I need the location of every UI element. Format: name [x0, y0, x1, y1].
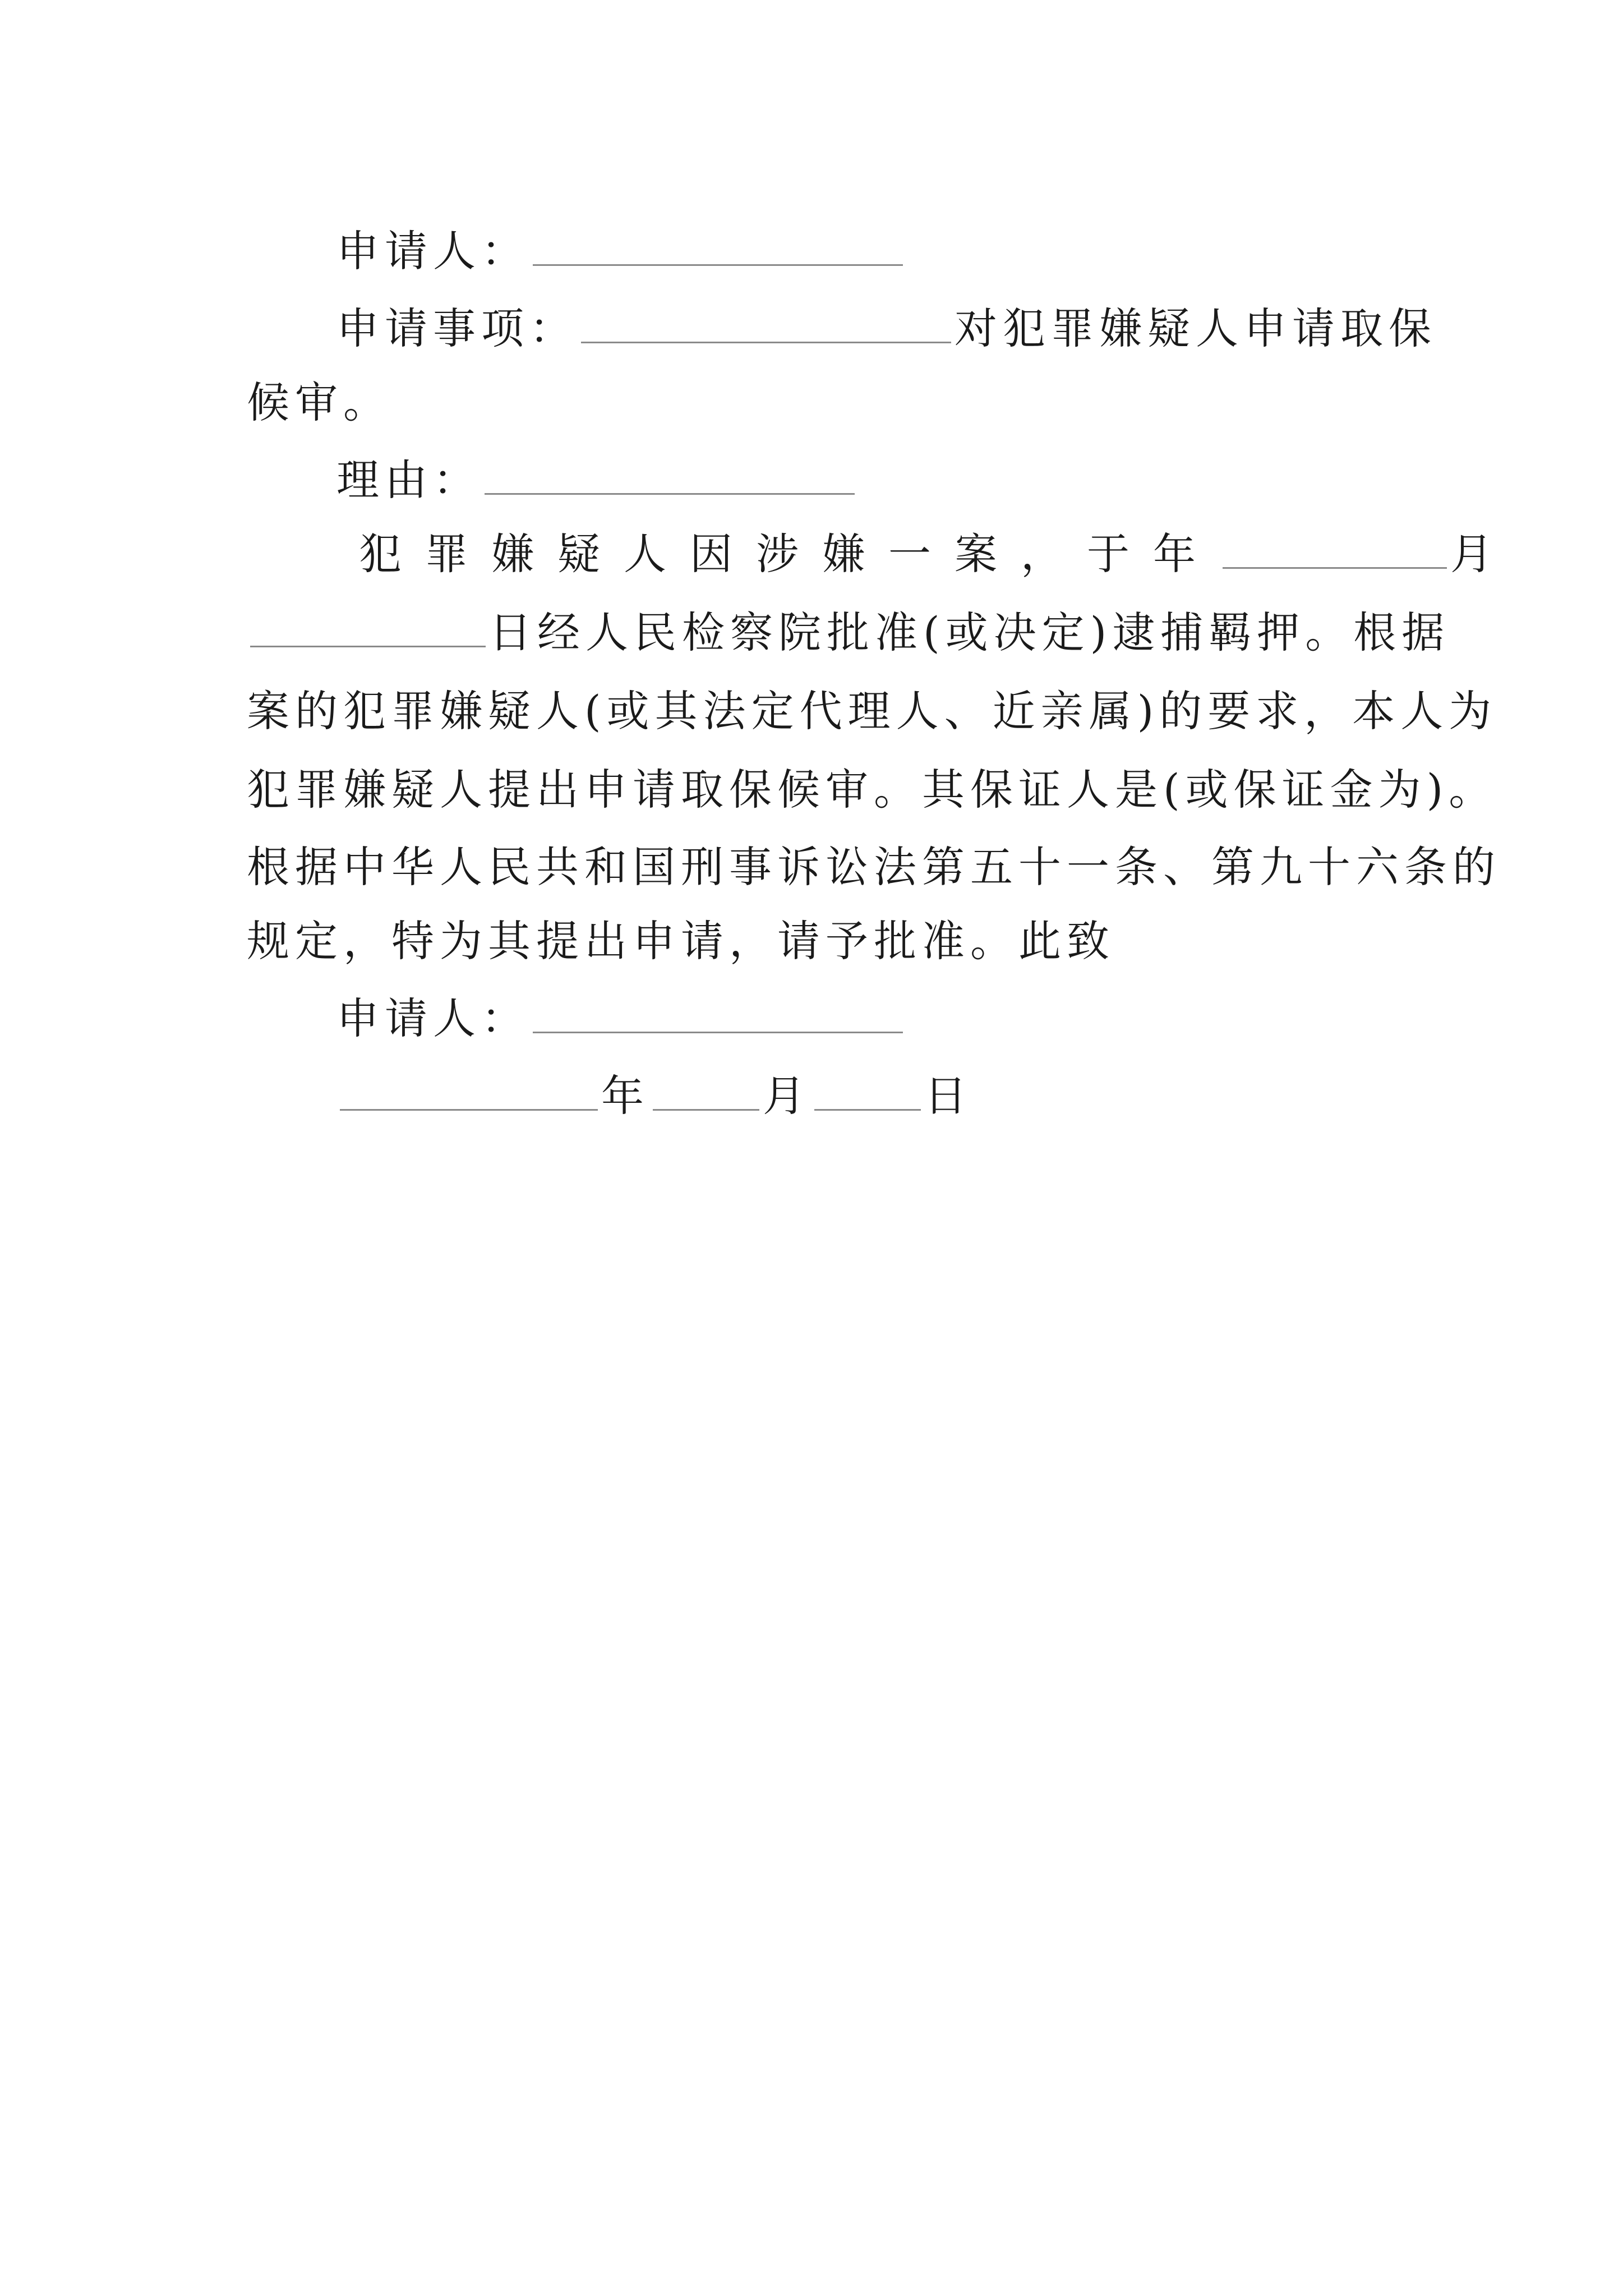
- body-line-4-text: 犯罪嫌疑人提出申请取保候审。其保证人是(或保证金为)。: [247, 765, 1497, 815]
- date-day-label: 日: [924, 1071, 972, 1121]
- date-blank-month: [653, 1072, 759, 1111]
- matter-blank: [581, 305, 951, 343]
- reason-blank: [485, 456, 855, 495]
- body-line-3-text: 案的犯罪嫌疑人(或其法定代理人、近亲属)的要求，本人为: [247, 686, 1497, 736]
- body-line-2: [247, 606, 1450, 660]
- body-line-1-text: 犯罪嫌疑人因涉嫌一案，于年: [359, 529, 1219, 579]
- applicant-blank: [533, 227, 903, 266]
- signature-blank: [533, 995, 903, 1033]
- reason-label: 理由：: [336, 455, 481, 505]
- body-line-1-end: 月: [1450, 529, 1516, 579]
- date-line: [336, 1069, 972, 1123]
- body-line-3: [247, 684, 1497, 738]
- reason-line: [336, 453, 858, 507]
- body-line-6: [247, 914, 1115, 968]
- date-month-label: 月: [763, 1071, 811, 1121]
- body-line-2-text: 日经人民检察院批准(或决定)逮捕羁押。根据: [489, 608, 1450, 657]
- signature-line: [336, 992, 906, 1046]
- matter-line: [336, 302, 1437, 356]
- date-blank-day: [814, 1072, 921, 1111]
- body-line-5: [247, 840, 1501, 894]
- applicant-label: 申请人：: [336, 226, 529, 276]
- date-year-label: 年: [601, 1071, 649, 1121]
- matter-continuation: [247, 376, 391, 430]
- body-blank-day: [250, 609, 486, 647]
- signature-label: 申请人：: [336, 993, 529, 1043]
- matter-text: 对犯罪嫌疑人申请取保: [955, 303, 1437, 353]
- body-line-5-text: 根据中华人民共和国刑事诉讼法第五十一条、第九十六条的: [247, 842, 1501, 892]
- matter-label: 申请事项：: [336, 303, 578, 353]
- body-line-6-text: 规定，特为其提出申请，请予批准。此致: [247, 916, 1115, 966]
- matter-continuation-text: 候审。: [247, 378, 391, 427]
- body-line-4: [247, 763, 1497, 817]
- applicant-line: [336, 224, 906, 278]
- body-line-1: [359, 527, 1516, 581]
- body-blank-year: [1223, 530, 1447, 569]
- date-blank-year: [340, 1072, 598, 1111]
